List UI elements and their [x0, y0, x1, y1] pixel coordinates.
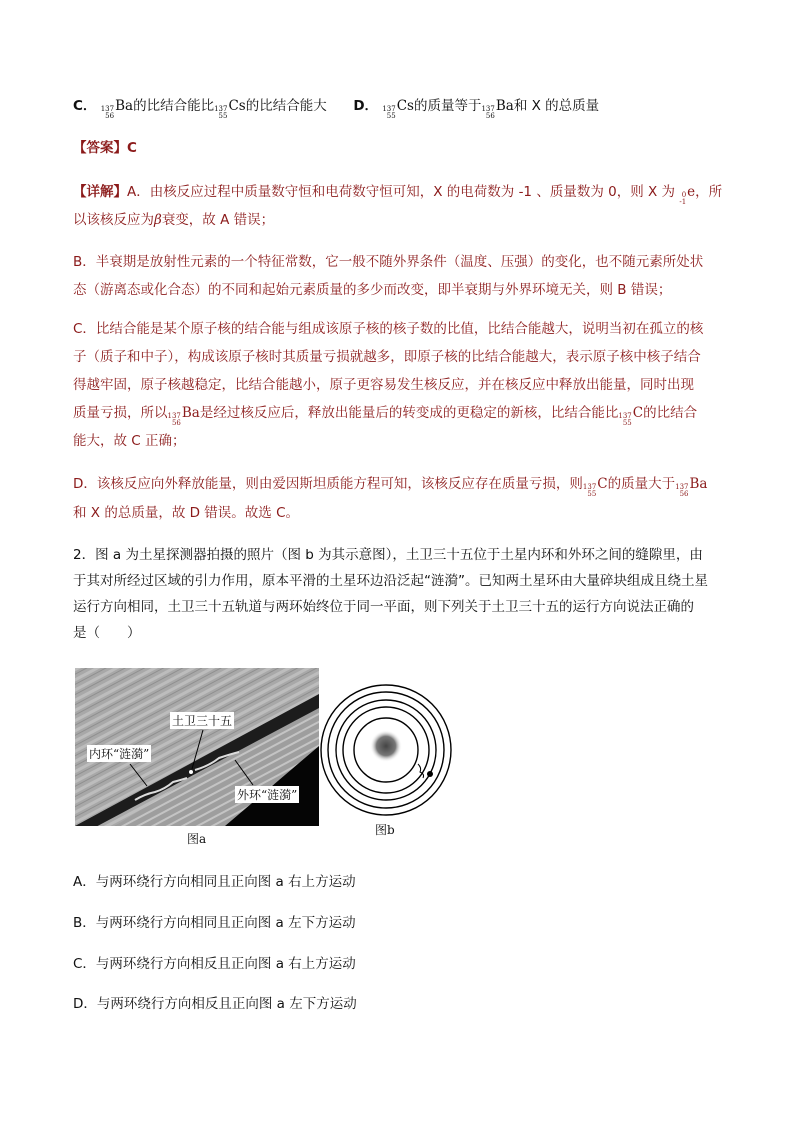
option-d[interactable]: D．与两环绕行方向相反且正向图 a 左下方运动	[73, 996, 357, 1012]
cs-mass: 137	[618, 412, 632, 420]
moon-label: 土卫三十五	[172, 714, 233, 728]
nuclide-cs	[214, 96, 246, 120]
question2-line-4: 是（ ）	[73, 625, 141, 641]
detail-a-text-2: 以该核反应为	[73, 212, 154, 228]
ring-diagram	[318, 684, 454, 818]
options-c-d-row	[73, 96, 599, 120]
answer-label: 【答案】	[73, 140, 127, 156]
question2-line-2: 于其对所经过区域的引力作用，原本平滑的土星环边沿泛起“涟漪”。已知两土星环由大量碎块组成且绕土星	[73, 573, 708, 589]
ba-mass: 137	[481, 105, 495, 113]
detail-b-line-1: B．半衰期是放射性元素的一个特征常数，它一般不随外界条件（温度、压强）的变化，也不随元素所处状	[73, 254, 704, 270]
cs-mass: 137	[582, 483, 597, 491]
detail-d-line-2: 和 X 的总质量，故 D 错误。故选 C。	[73, 505, 300, 521]
detail-d-text-1a: D．该核反应向外释放能量，则由爱因斯坦质能方程可知，该核反应存在质量亏损，则	[73, 476, 583, 492]
cs-num: 55	[622, 419, 632, 427]
ba-symbol: Ba	[181, 405, 200, 421]
option-c-text-mid: 的比结合能比	[133, 98, 215, 114]
nuclide-c	[618, 403, 643, 427]
detail-a-text-1b: ，所	[695, 184, 723, 200]
c-symbol: C	[597, 476, 608, 492]
e-symbol: e	[687, 184, 696, 200]
nuclide-c-2	[583, 474, 608, 498]
figure-a-caption: 图a	[187, 832, 207, 846]
moon-marker	[427, 771, 433, 777]
detail-a-line-2	[73, 210, 274, 230]
figure-b	[318, 684, 454, 818]
cs-num: 55	[218, 112, 228, 120]
ba-mass: 137	[167, 412, 181, 420]
detail-a-text-2b: 衰变，故 A 错误；	[161, 212, 275, 228]
figure-b-caption: 图b	[375, 823, 395, 837]
option-d-text-end: 和 X 的总质量	[513, 98, 600, 114]
detail-b-line-2: 态（游离态或化合态）的不同和起始元素质量的多少而改变，即半衰期与外界环境无关，则 B 错误；	[73, 282, 672, 298]
e-mass: 0	[681, 191, 687, 199]
detail-c-line-5: 能大，故 C 正确；	[73, 433, 186, 449]
detail-c-line-2: 子（质子和中子），构成该原子核时其质量亏损就越多，即原子核的比结合能越大，表示原子核中核子结合	[73, 349, 701, 365]
option-d-letter: D．	[353, 98, 379, 114]
option-a[interactable]: A．与两环绕行方向相同且正向图 a 右上方运动	[73, 874, 356, 890]
detail-d-line-1	[73, 474, 707, 498]
answer-value: C	[127, 140, 137, 156]
detail-d-text-1b: 的质量大于	[607, 476, 676, 492]
detail-a-text-1: A．由核反应过程中质量数守恒和电荷数守恒可知，X 的电荷数为 -1 、质量数为 0，则 X 为	[127, 184, 676, 200]
nuclide-ba	[101, 96, 133, 120]
option-c-text-end: 的比结合能大	[245, 98, 327, 114]
option-c[interactable]: C．与两环绕行方向相反且正向图 a 右上方运动	[73, 956, 356, 972]
option-b[interactable]: B．与两环绕行方向相同且正向图 a 左下方运动	[73, 915, 356, 931]
e-num: -1	[679, 198, 687, 206]
cs-symbol: Cs	[396, 98, 414, 114]
nuclide-ba-4	[675, 474, 707, 498]
detail-label: 【详解】	[73, 184, 127, 200]
ba-symbol: Ba	[689, 476, 708, 492]
saturn-planet	[370, 730, 402, 762]
cs-mass: 137	[214, 105, 228, 113]
ba-mass: 137	[675, 483, 689, 491]
ba-symbol: Ba	[115, 98, 134, 114]
detail-a-line-1	[73, 182, 722, 206]
detail-c-text-4c: 的比结合	[643, 405, 698, 421]
question2-line-1: 2．图 a 为土星探测器拍摄的照片（图 b 为其示意图），土卫三十五位于土星内环和外环之间的缝隙里，由	[73, 547, 703, 563]
cs-num: 55	[587, 490, 597, 498]
nuclide-electron	[679, 182, 695, 206]
cs-symbol: Cs	[228, 98, 246, 114]
nuclide-cs-2	[382, 96, 414, 120]
cs-mass: 137	[382, 105, 396, 113]
ba-mass: 137	[100, 105, 115, 113]
detail-c-line-3: 得越牢固，原子核越稳定，比结合能越小，原子更容易发生核反应，并在核反应中释放出能量，同时出现	[73, 377, 694, 393]
ba-symbol: Ba	[495, 98, 514, 114]
detail-c-text-4b: 是经过核反应后，释放出能量后的转变成的更稳定的新核，比结合能比	[199, 405, 619, 421]
detail-c-line-4	[73, 403, 697, 427]
option-c-letter: C．	[73, 98, 97, 114]
ba-num: 56	[171, 419, 181, 427]
outer-ripple-label: 外环“涟漪”	[237, 788, 298, 802]
detail-c-line-1: C．比结合能是某个原子核的结合能与组成该原子核的核子数的比值，比结合能越大，说明当初在孤立的核	[73, 321, 704, 337]
moon-dot	[189, 770, 193, 774]
ba-num: 56	[485, 112, 495, 120]
detail-c-text-4a: 质量亏损，所以	[73, 405, 168, 421]
nuclide-ba-2	[481, 96, 513, 120]
ba-num: 56	[105, 112, 115, 120]
c-symbol: C	[632, 405, 644, 421]
answer-line	[73, 138, 137, 158]
cs-num: 55	[386, 112, 396, 120]
inner-ripple-label: 内环“涟漪”	[89, 747, 150, 761]
ba-num: 56	[679, 490, 689, 498]
figure-a	[75, 668, 319, 826]
question2-line-3: 运行方向相同，土卫三十五轨道与两环始终位于同一平面，则下列关于土卫三十五的运行方向说法正确的	[73, 599, 694, 615]
nuclide-ba-3	[168, 403, 200, 427]
beta-symbol: β	[154, 212, 162, 228]
option-d-text-mid: 的质量等于	[413, 98, 482, 114]
